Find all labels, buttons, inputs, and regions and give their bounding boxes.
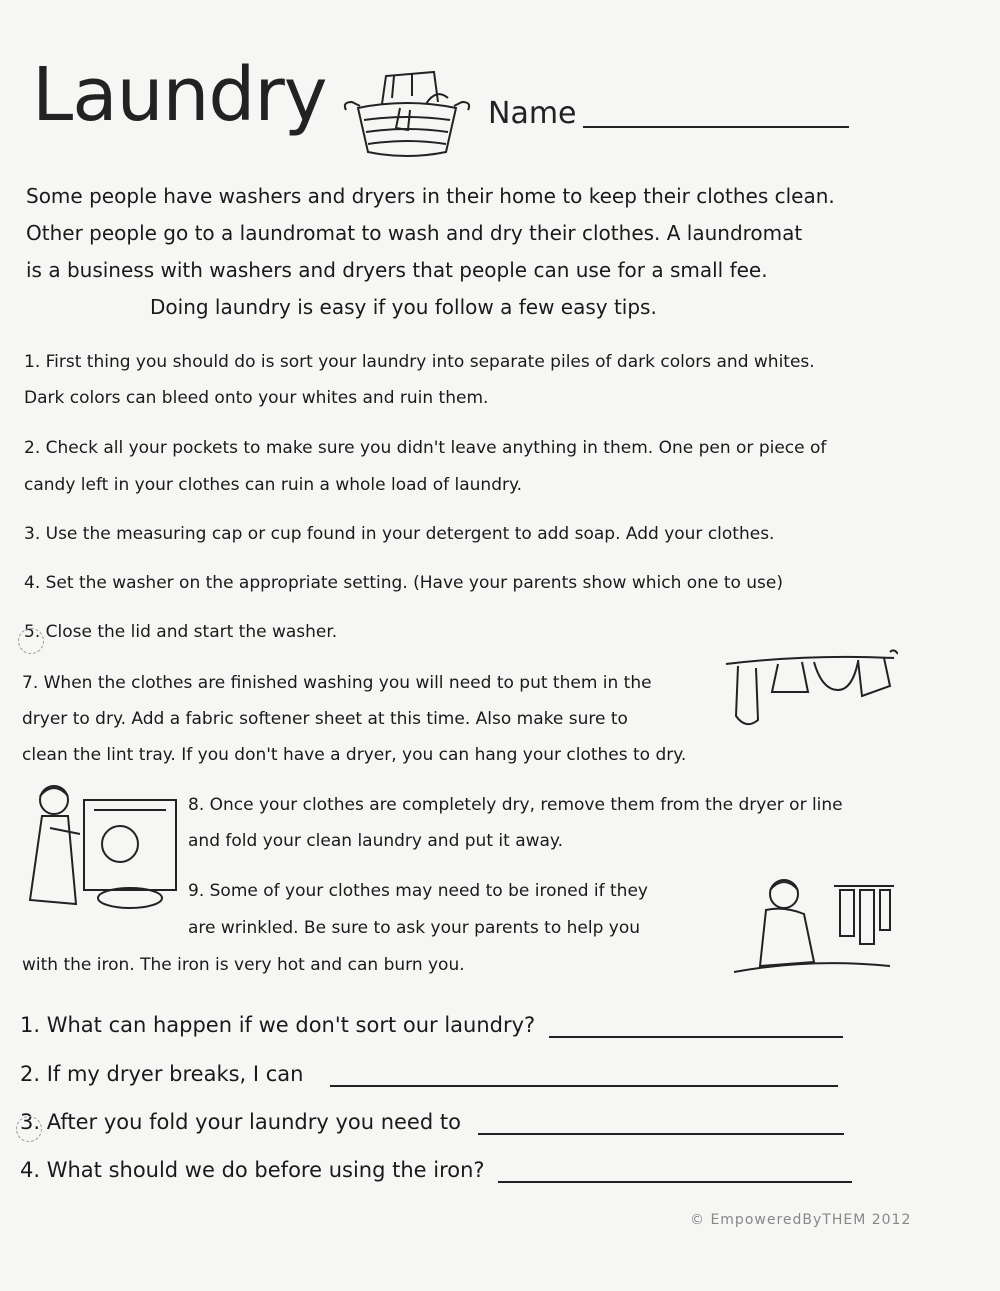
answer-4-field[interactable] [498,1181,852,1183]
intro-line-1: Some people have washers and dryers in their home to keep their clothes clean. [26,184,835,208]
washer-woman-icon [20,780,182,912]
step-7-line-3: clean the lint tray. If you don't have a dryer, you can hang your clothes to dry. [22,745,687,765]
question-4: 4. What should we do before using the iron? [20,1158,485,1182]
step-1-line-2: Dark colors can bleed onto your whites and ruin them. [24,388,489,408]
answer-2-field[interactable] [330,1085,838,1087]
step-5: 5. Close the lid and start the washer. [24,622,338,642]
step-2-line-1: 2. Check all your pockets to make sure you didn't leave anything in them. One pen or piece of [24,438,827,458]
intro-line-3: is a business with washers and dryers that people can use for a small fee. [26,258,768,282]
step-8-line-2: and fold your clean laundry and put it away. [188,831,563,851]
step-1-line-1: 1. First thing you should do is sort your laundry into separate piles of dark colors and whites. [24,352,815,372]
name-field[interactable] [583,126,849,128]
intro-line-4: Doing laundry is easy if you follow a few easy tips. [150,295,657,319]
step-7-line-1: 7. When the clothes are finished washing you will need to put them in the [22,673,652,693]
answer-3-field[interactable] [478,1133,844,1135]
scan-smudge [16,1116,42,1142]
answer-1-field[interactable] [549,1036,843,1038]
copyright-footer: © EmpoweredByTHEM 2012 [690,1212,912,1228]
scan-smudge [18,628,44,654]
step-8-line-1: 8. Once your clothes are completely dry, remove them from the dryer or line [188,795,843,815]
step-2-line-2: candy left in your clothes can ruin a whole load of laundry. [24,475,523,495]
step-3: 3. Use the measuring cap or cup found in your detergent to add soap. Add your clothes. [24,524,775,544]
step-9-line-1: 9. Some of your clothes may need to be ironed if they [188,881,648,901]
laundry-basket-icon [338,68,476,160]
name-label: Name [488,96,577,131]
ironing-woman-icon [730,870,896,980]
step-9-line-2: are wrinkled. Be sure to ask your parents to help you [188,918,641,938]
clothesline-icon [722,646,898,732]
step-4: 4. Set the washer on the appropriate setting. (Have your parents show which one to use) [24,573,784,593]
page-title: Laundry [32,52,327,138]
intro-line-2: Other people go to a laundromat to wash and dry their clothes. A laundromat [26,221,803,245]
question-2: 2. If my dryer breaks, I can [20,1062,304,1086]
question-1: 1. What can happen if we don't sort our laundry? [20,1013,536,1037]
step-7-line-2: dryer to dry. Add a fabric softener sheet at this time. Also make sure to [22,709,628,729]
step-9-line-3: with the iron. The iron is very hot and can burn you. [22,955,465,975]
question-3: 3. After you fold your laundry you need to [20,1110,461,1134]
